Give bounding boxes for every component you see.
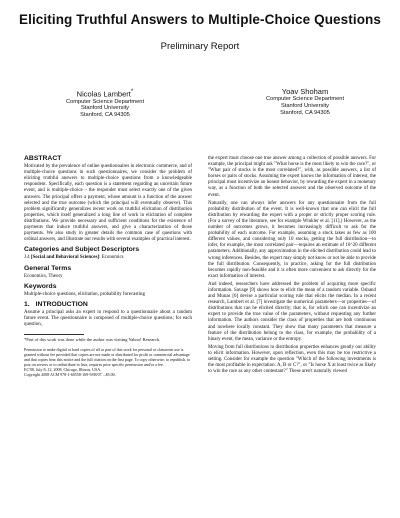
author-footnote: *Part of this work was done while the author was visiting Yahoo! Research. bbox=[24, 337, 161, 343]
paper-subtitle: Preliminary Report bbox=[160, 41, 240, 52]
author-city: Stanford, CA 94305 bbox=[280, 109, 330, 116]
author-block-1 bbox=[25, 87, 185, 119]
author-university: Stanford University bbox=[280, 102, 330, 109]
author-department: Computer Science Department bbox=[65, 98, 145, 105]
author-block-2 bbox=[225, 87, 385, 116]
author-university: Stanford University bbox=[80, 105, 130, 112]
categories-text: J.4 [Social and Behavioral Sciences]: Economics bbox=[24, 255, 124, 261]
paper-title: Eliciting Truthful Answers to Multiple-Choice Questions bbox=[18, 12, 382, 27]
keywords-text: Multiple-choice questions, elicitation, probability forecasting bbox=[24, 291, 145, 297]
general-terms-heading: General Terms bbox=[24, 264, 72, 272]
author-department: Computer Science Department bbox=[265, 96, 345, 102]
body-paragraph: the expert must choose one true answer among a collection of possible answers. For example, the principal might ask "What horse is the most likely to win the race?", or "What pair of stocks is the most correlated?", with, as possible answers, a list of horses or pairs of stocks. Assuming the expert knows the information of interest, the principal must incentivize an honest behavior, by rewarding the expert in a monetary way, as a function of both the selected answers and the observed outcome of the event. bbox=[208, 156, 376, 198]
abstract-text: Motivated by the prevalence of online questionnaires in electronic commerce, and of multiple-choice questions in such questionnaires, we consider the problem of eliciting truthful answers to multiple-choice questions from a knowledgeable respondent. Specifically, each question is a statement regarding an uncertain future event, and is multiple-choice – the responder must select exactly one of the given answers. The principal offers a payment, whose amount is a function of the answer selected and the true outcome (which the principal will eventually observe). This problem significantly generalizes recent work on truthful elicitation of distribution properties, which itself generalized a long line of work in elicitation of complete distributions. We provide necessary and sufficient conditions for the existence of payments that induce truthful answers, and give a characterization of those payments. We also study in greater details the common case of questions with ordinal answers, and illustrate our results with several examples of practical interest. bbox=[24, 164, 192, 243]
permission-text: Permission to make digital or hard copies of all or part of this work for personal or classroom use is granted without fee provided that copies are not made or distributed for profit or commercial advantage and that copies bear this notice and the full citation on the first page. To copy otherwise, to republish, to post on servers or to redistribute to lists, requires prior specific permission and/or a fee. bbox=[24, 346, 191, 367]
author-footnote-mark: * bbox=[130, 88, 134, 95]
body-paragraph: And indeed, researchers have addressed the problem of acquiring more specific information. Savage [9] shows how to elicit the mean of a random variable. Osband and Munas [6] devise a particular scoring rule that elicits the median. In a recent research, Lambert et al. [7] investigate the numerical parameters—or properties—of distributions that can be elicited directly; that is, for which one can incentivize an expert to provide the true value of the parameters, without requesting any further information. The authors consider the class of properties that are both continuous and nowhere locally constant. They show that many parameters that measure a feature of the distribution belong to the class, for example, the probability of a binary event, the mean, variance or the entropy. bbox=[208, 281, 376, 342]
abstract-heading: ABSTRACT bbox=[24, 155, 62, 162]
venue-line: EC'08, July 8–12, 2008, Chicago, Illinois, USA. bbox=[24, 366, 102, 372]
left-column bbox=[24, 156, 192, 377]
author-city: Stanford, CA 94305 bbox=[80, 112, 130, 119]
right-column bbox=[208, 156, 376, 377]
body-paragraph: Naturally, one can always infer answers for any questionnaire from the full probability distribution of the event. It is well-known that one can elicit the full distribution by rewarding the expert with a proper or strictly proper scoring rule. (For a survey of the literature, see for example Winkler et al. [11].) However, as the number of outcomes grows, it becomes increasingly difficult to ask for the probability of each outcome. For example, assuming a stock takes as few as 100 different values, and considering only 10 stocks, getting the full distribution—to infer, for example, the most correlated pair—requires an estimate of 10^20 different parameters. Additionally, any approximation in the elicited distribution could lead to wrong inferences. Besides, the expert may simply not know or not be able to provide the full distribution. Consequently, in practice, asking for the full distribution becomes rapidly non-feasible and it is often more convenient to ask directly for the exact information of interest. bbox=[208, 200, 376, 279]
author-name: Yoav Shoham bbox=[281, 87, 329, 96]
general-terms-text: Economics, Theory bbox=[24, 273, 63, 279]
keywords-heading: Keywords bbox=[24, 282, 57, 290]
author-name: Nicolas Lambert* bbox=[76, 88, 134, 99]
permission-notice bbox=[24, 347, 192, 377]
introduction-text: Assume a principal asks an expert to respond to a questionnaire about a random future event. The questionnaire is composed of multiple-choice questions; for each question, bbox=[24, 309, 192, 328]
categories-heading: Categories and Subject Descriptors bbox=[24, 246, 140, 254]
copyright-line: Copyright 2008 ACM 978-1-60558-169-9/08/07 ...$5.00. bbox=[24, 371, 116, 377]
introduction-heading: 1. INTRODUCTION bbox=[24, 300, 88, 308]
body-paragraph: Moving from full distributions to distribution properties enhances greatly our ability to elicit information. However, upon reflection, even this may be too restrictive a setting. Consider for example the question "Which of the following investments is the most profitable in expectation: A, B or C?", or "Is horse X at least twice as likely to win the race as any other contestant?" These aren't naturally viewed bbox=[208, 344, 376, 375]
footnote-divider bbox=[24, 334, 84, 335]
